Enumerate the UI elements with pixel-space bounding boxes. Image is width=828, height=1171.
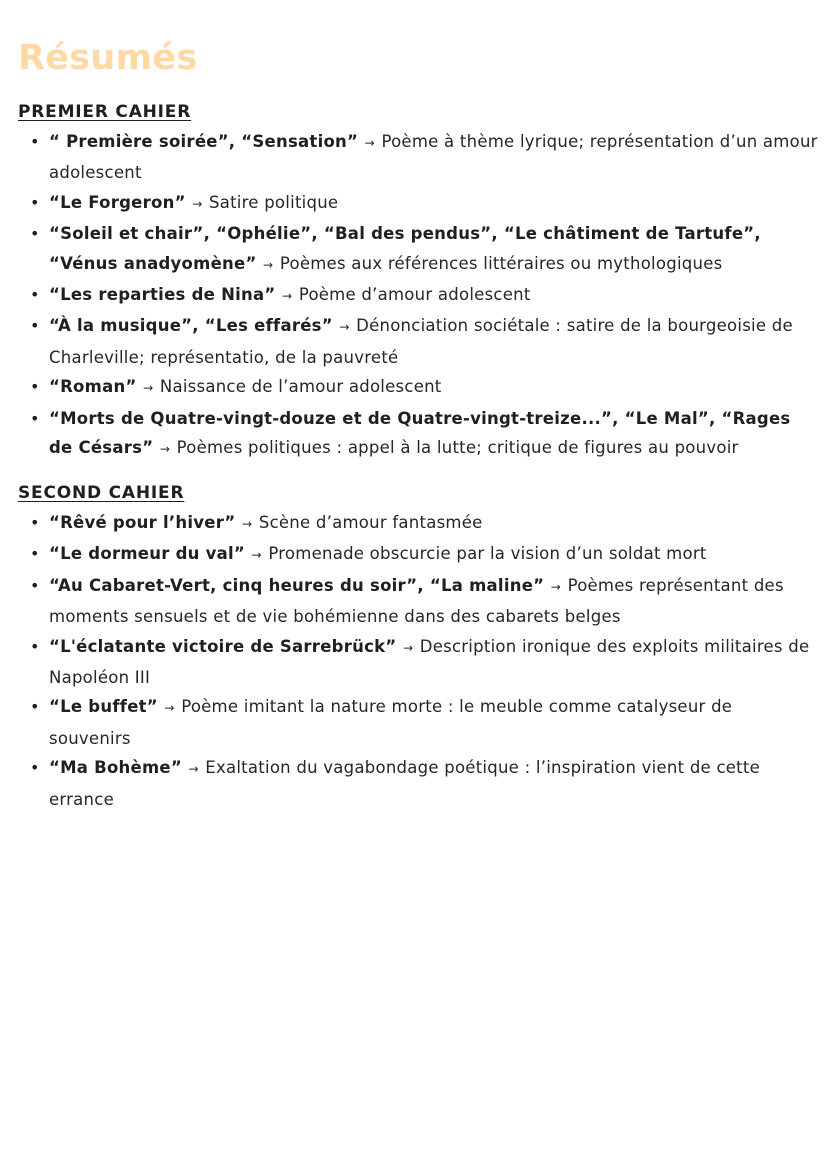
poem-titles: “Le dormeur du val”: [49, 544, 246, 564]
poem-description: Poèmes représentant des moments sensuels et de vie bohémienne dans des cabarets belges: [49, 575, 784, 627]
arrow-icon: →: [282, 289, 293, 304]
poem-titles: “Soleil et chair”, “Ophélie”, “Bal des pendus”, “Le châtiment de Tartufe”, “Vénus anadyomène”: [49, 224, 761, 273]
poem-list: [18, 508, 818, 814]
poem-description: Description ironique des exploits militaires de Napoléon III: [49, 636, 810, 688]
section-second-cahier: [18, 480, 818, 814]
poem-description: Satire politique: [209, 192, 339, 212]
poem-list: [18, 127, 818, 464]
section-premier-cahier: [18, 99, 818, 464]
list-item: [18, 753, 818, 814]
list-item: [18, 539, 818, 570]
list-item: [18, 571, 818, 632]
list-item: [18, 280, 818, 311]
list-item: [18, 372, 818, 403]
poem-description: Poème à thème lyrique; représentation d’un amour adolescent: [49, 132, 818, 183]
bullet-icon: •: [30, 544, 40, 564]
arrow-icon: →: [251, 548, 262, 563]
bullet-icon: •: [30, 132, 40, 151]
arrow-icon: →: [143, 381, 154, 396]
arrow-icon: →: [192, 196, 203, 211]
arrow-icon: →: [242, 517, 253, 531]
bullet-icon: •: [30, 377, 40, 397]
section-heading: PREMIER CAHIER: [18, 102, 192, 122]
poem-titles: “Les reparties de Nina”: [49, 285, 276, 305]
list-item: [18, 508, 818, 539]
poem-description: Poème imitant la nature morte : le meuble comme catalyseur de souvenirs: [49, 697, 733, 748]
list-item: [18, 188, 818, 219]
bullet-icon: •: [30, 697, 40, 717]
arrow-icon: →: [263, 257, 274, 272]
poem-description: Naissance de l’amour adolescent: [159, 377, 442, 397]
poem-titles: “Roman”: [49, 377, 137, 397]
poem-description: Promenade obscurcie par la vision d’un soldat mort: [268, 544, 707, 564]
poem-titles: “Rêvé pour l’hiver”: [49, 513, 236, 532]
arrow-icon: →: [402, 640, 414, 655]
list-item: [18, 127, 818, 188]
poem-description: Poème d’amour adolescent: [298, 285, 531, 305]
poem-description: Dénonciation sociétale : satire de la bourgeoisie de Charleville; représentatio, de la pauvreté: [49, 316, 793, 367]
poem-titles: “Le buffet”: [49, 697, 158, 717]
list-item: [18, 632, 818, 693]
arrow-icon: →: [339, 320, 350, 335]
bullet-icon: •: [30, 575, 40, 595]
list-item: [18, 311, 818, 372]
bullet-icon: •: [30, 758, 40, 778]
bullet-icon: •: [30, 316, 40, 336]
page-title: Résumés: [18, 38, 198, 78]
poem-titles: “Ma Bohème”: [49, 758, 182, 778]
section-heading: SECOND CAHIER: [18, 483, 185, 503]
poem-titles: “Au Cabaret-Vert, cinq heures du soir”, “La maline”: [49, 575, 545, 595]
poem-description: Scène d’amour fantasmée: [258, 513, 483, 532]
poem-titles: “Morts de Quatre-vingt-douze et de Quatre-vingt-treize...”, “Le Mal”, “Rages de Césars”: [49, 408, 791, 458]
poem-description: Exaltation du vagabondage poétique : l’inspiration vient de cette errance: [49, 758, 761, 809]
bullet-icon: •: [30, 408, 40, 428]
bullet-icon: •: [30, 636, 40, 656]
list-item: [18, 219, 818, 280]
arrow-icon: →: [188, 762, 199, 777]
poem-titles: “À la musique”, “Les effarés”: [49, 316, 333, 336]
poem-description: Poèmes aux références littéraires ou mythologiques: [279, 253, 723, 273]
arrow-icon: →: [164, 701, 175, 716]
arrow-icon: →: [159, 442, 171, 457]
poem-titles: “ Première soirée”, “Sensation”: [49, 132, 359, 151]
list-item: [18, 692, 818, 753]
list-item: [18, 404, 818, 465]
poem-description: Poèmes politiques : appel à la lutte; critique de figures au pouvoir: [176, 438, 739, 458]
bullet-icon: •: [30, 513, 40, 532]
poem-titles: “L'éclatante victoire de Sarrebrück”: [49, 636, 397, 656]
bullet-icon: •: [30, 285, 40, 305]
arrow-icon: →: [364, 136, 375, 150]
bullet-icon: •: [30, 192, 40, 212]
poem-titles: “Le Forgeron”: [49, 192, 186, 212]
bullet-icon: •: [30, 224, 40, 244]
arrow-icon: →: [550, 579, 562, 594]
